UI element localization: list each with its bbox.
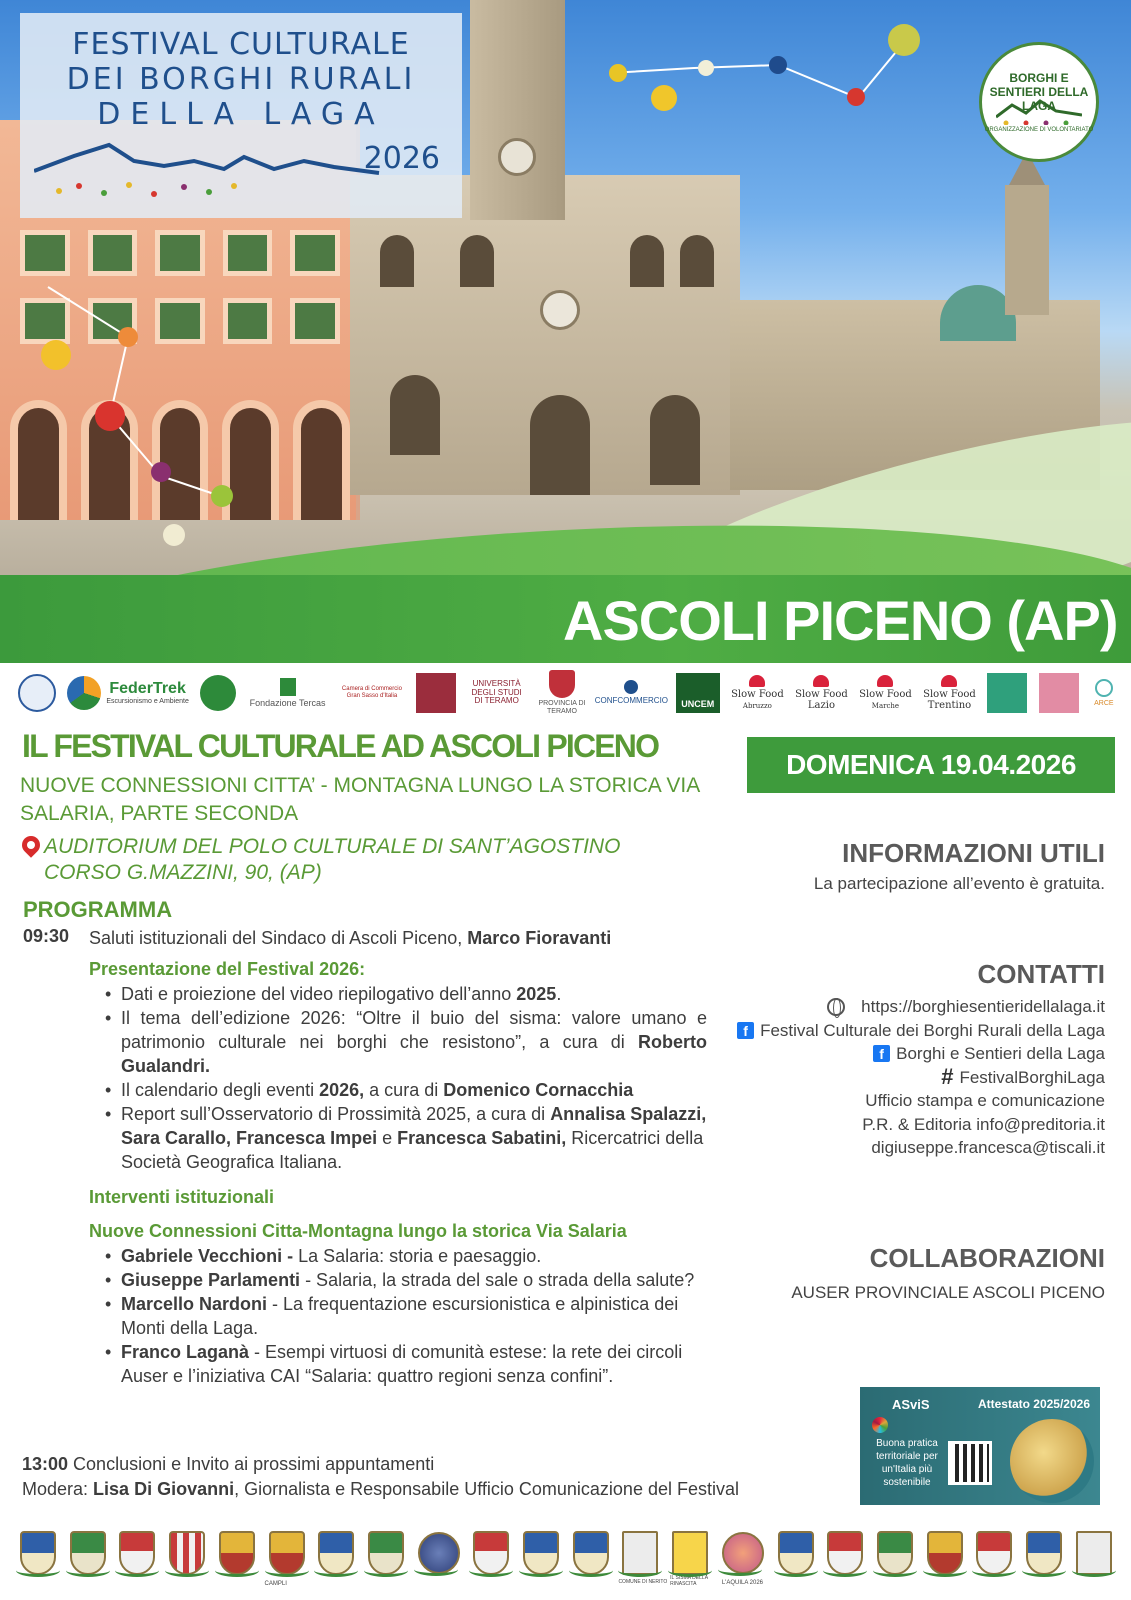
- list-item: [89, 1078, 707, 1102]
- mountains-icon: [34, 131, 394, 211]
- collaborazioni-heading: COLLABORAZIONI: [869, 1243, 1105, 1273]
- crest-icon: [877, 1531, 913, 1575]
- item-bold: 2025: [516, 984, 557, 1004]
- asvis-attestato: Attestato 2025/2026: [977, 1397, 1090, 1411]
- crest-icon: [219, 1531, 255, 1575]
- crest-icon: [1076, 1531, 1112, 1575]
- item-bold: Francesca Sabatini,: [397, 1128, 567, 1148]
- item-text: a cura di: [364, 1080, 444, 1100]
- item-text: Il calendario degli eventi: [121, 1080, 320, 1100]
- slowfood-region: Marche: [871, 702, 900, 710]
- crest-icon: [318, 1531, 354, 1575]
- event-date-badge: DOMENICA 19.04.2026: [747, 737, 1115, 793]
- moderator-role: , Giornalista e Responsabile Ufficio Comunicazione del Festival: [234, 1479, 739, 1499]
- interventi-heading: Interventi istituzionali: [89, 1187, 275, 1207]
- time-1300: 13:00: [22, 1454, 69, 1474]
- org-logo-name: BORGHI E SENTIERI DELLA LAGA: [989, 71, 1089, 113]
- speaker-name: Franco Laganà: [121, 1342, 250, 1362]
- sponsor-logos-row: [18, 668, 1118, 718]
- main-subtitle: NUOVE CONNESSIONI CITTA’ - MONTAGNA LUNGO LA STORICA VIA SALARIA, PARTE SECONDA: [20, 774, 700, 825]
- facebook-icon: f: [737, 1022, 754, 1039]
- sdg-ring-icon: [872, 1417, 888, 1433]
- sindaco-name: Marco Fioravanti: [467, 928, 612, 948]
- snail-icon: [749, 675, 765, 687]
- crest-icon: [169, 1531, 205, 1575]
- crest-icon: [927, 1531, 963, 1575]
- crest-icon: [976, 1531, 1012, 1575]
- hashtag-row: [737, 1066, 1105, 1090]
- fondazione-name: Fondazione Tercas: [249, 697, 326, 708]
- presentazione-list: [89, 982, 707, 1174]
- crest-campli-label: CAMPLI: [264, 1581, 287, 1587]
- item-text: - La frequentazione escursionistica e alpinistica dei Monti della Laga.: [121, 1294, 679, 1338]
- info-heading: INFORMAZIONI UTILI: [842, 838, 1105, 868]
- moderator-name: Lisa Di Giovanni: [93, 1479, 235, 1499]
- crest-icon: [368, 1531, 404, 1575]
- crest-sisma: [670, 1531, 708, 1587]
- conclusioni-text: Conclusioni e Invito ai prossimi appuntamenti: [68, 1454, 435, 1474]
- speaker-name: Gabriele Vecchioni -: [121, 1246, 294, 1266]
- crest-nerito: [618, 1531, 668, 1585]
- contact-email[interactable]: digiuseppe.francesca@tiscali.it: [871, 1138, 1105, 1157]
- federtrek-logo: [67, 676, 188, 710]
- snail-icon: [813, 675, 829, 687]
- conclusioni-line: [22, 1454, 434, 1475]
- festival-title-line2: DEI BORGHI RURALI: [66, 62, 416, 97]
- item-bold: Annalisa Spalazzi, Sara Carallo, Francesca Impei: [121, 1104, 707, 1148]
- festival-title-line1: FESTIVAL CULTURALE: [72, 27, 410, 62]
- hashtag-icon: #: [941, 1064, 954, 1090]
- saluti-text: Saluti istituzionali del Sindaco di Ascoli Piceno,: [89, 928, 468, 948]
- item-text: .: [556, 984, 562, 1004]
- list-item: [89, 1244, 707, 1268]
- crest-sisma-label: IL SISMA DELLA RINASCITA: [670, 1575, 708, 1587]
- provincia-name: PROVINCIA DI TERAMO: [538, 700, 586, 715]
- contact-email-row[interactable]: [737, 1136, 1105, 1160]
- item-text: e: [377, 1128, 398, 1148]
- asvis-buona-pratica: Buona pratica territoriale per un'Italia più sostenibile: [876, 1438, 938, 1488]
- press-email[interactable]: P.R. & Editoria info@preditoria.it: [862, 1114, 1105, 1134]
- slowfood-name: Slow Food: [795, 689, 848, 700]
- facebook-link-borghi[interactable]: Borghi e Sentieri della Laga: [896, 1044, 1105, 1063]
- arce-name: ARCE: [1094, 699, 1114, 707]
- venue-address: [22, 834, 620, 886]
- facebook-link-festival[interactable]: Festival Culturale dei Borghi Rurali della Laga: [760, 1020, 1105, 1040]
- item-bold: Domenico Cornacchia: [443, 1080, 634, 1100]
- city-banner: ASCOLI PICENO (AP): [563, 589, 1118, 652]
- crest-icon: [827, 1531, 863, 1575]
- mountains-icon: [996, 95, 1082, 125]
- saluti-line: [89, 926, 611, 950]
- crest-icon: [473, 1531, 509, 1575]
- facebook-icon: f: [873, 1045, 890, 1062]
- item-text: - Salaria, la strada del sale o strada della salute?: [300, 1270, 695, 1290]
- teal-logo: [987, 673, 1027, 713]
- slowfood-abruzzo-logo: [731, 675, 784, 711]
- hashtag-text: FestivalBorghiLaga: [959, 1067, 1105, 1087]
- crest-nerito-label: COMUNE DI NERITO: [618, 1579, 668, 1585]
- item-bold: Roberto Gualandri.: [121, 1032, 707, 1076]
- moderator-line: [22, 1479, 739, 1500]
- org-logo-subtitle: ORGANIZZAZIONE DI VOLONTARIATO: [984, 127, 1094, 133]
- facebook-row-borghi[interactable]: [737, 1042, 1105, 1066]
- fondazione-logo: [248, 678, 328, 709]
- list-item: [89, 1102, 707, 1174]
- website-link[interactable]: https://borghiesentieridellalaga.it: [861, 997, 1105, 1016]
- universita-name: UNIVERSITÀ DEGLI STUDI DI TERAMO: [471, 678, 522, 706]
- item-text: Report sull’Osservatorio di Prossimità 2025, a cura di: [121, 1104, 551, 1124]
- item-text: Il tema dell’edizione 2026: “Oltre il buio del sisma: valore umano e patrimonio culturale nei borghi che resistono”, a cura di: [121, 1008, 707, 1052]
- parco-logo: [200, 675, 236, 711]
- list-item: [89, 1006, 707, 1078]
- presentazione-heading: Presentazione del Festival 2026:: [89, 959, 366, 979]
- main-heading: IL FESTIVAL CULTURALE AD ASCOLI PICENO: [22, 728, 659, 764]
- federtrek-name: FederTrek: [109, 680, 186, 698]
- list-item: [89, 982, 707, 1006]
- programma-heading: PROGRAMMA: [23, 897, 173, 922]
- snail-icon: [877, 675, 893, 687]
- press-office-row: [737, 1089, 1105, 1113]
- slowfood-name: Slow Food: [923, 689, 976, 700]
- snail-icon: [941, 675, 957, 687]
- moderator-label: Modera:: [22, 1479, 94, 1499]
- arce-logo: [1090, 679, 1118, 708]
- federtrek-subtitle: Escursionismo e Ambiente: [106, 697, 189, 705]
- slowfood-marche-logo: [859, 675, 912, 711]
- qr-code-icon[interactable]: [948, 1441, 992, 1485]
- uncem-logo: UNCEM: [676, 673, 720, 713]
- list-item: [89, 1268, 707, 1292]
- crest-icon: [1026, 1531, 1062, 1575]
- item-text: Ricercatrici della Società Geografica Italiana.: [121, 1128, 704, 1172]
- venue-line2: CORSO G.MAZZINI, 90, (AP): [44, 861, 322, 884]
- universita-crest: [416, 673, 456, 713]
- pink-logo: [1039, 673, 1079, 713]
- confcommercio-name: CONFCOMMERCIO: [594, 696, 669, 706]
- slowfood-lazio-logo: [795, 675, 848, 711]
- crest-aquila-label: L'AQUILA 2026: [721, 1580, 764, 1586]
- festival-year: 2026: [363, 141, 440, 176]
- crest-icon: [70, 1531, 106, 1575]
- festival-title-line3: DELLA LAGA: [97, 97, 385, 132]
- press-email-row[interactable]: [737, 1113, 1105, 1137]
- globe-icon: [827, 998, 845, 1016]
- facebook-row-festival[interactable]: [737, 1019, 1105, 1043]
- municipal-crests-row: [20, 1524, 1112, 1587]
- slowfood-region: Abruzzo: [742, 702, 772, 710]
- slowfood-region: Lazio: [807, 700, 835, 711]
- asvis-name: ASviS: [892, 1397, 930, 1412]
- info-text: La partecipazione all’evento è gratuita.: [813, 874, 1105, 893]
- list-item: [89, 1340, 707, 1388]
- venue-line1: AUDITORIUM DEL POLO CULTURALE DI SANT’AGOSTINO: [44, 835, 621, 858]
- federtrek-icon: [67, 676, 101, 710]
- speaker-name: Marcello Nardoni: [121, 1294, 268, 1314]
- asvis-certificate: [860, 1387, 1100, 1505]
- collaborazioni-text: AUSER PROVINCIALE ASCOLI PICENO: [791, 1283, 1105, 1302]
- item-text: - Esempi virtuosi di comunità estese: la rete dei circoli Auser e l’iniziativa CAI “Salaria: quattro regioni senza confini”.: [121, 1342, 683, 1386]
- connessioni-list: [89, 1244, 707, 1388]
- crest-icon: [778, 1531, 814, 1575]
- camera-commercio-logo: Camera di Commercio Gran Sasso d'Italia: [341, 686, 402, 699]
- crest-campli: [264, 1531, 305, 1587]
- crest-icon: [20, 1531, 56, 1575]
- item-text: La Salaria: storia e paesaggio.: [293, 1246, 542, 1266]
- festival-title-box: [20, 13, 462, 218]
- press-office-label: Ufficio stampa e comunicazione: [865, 1091, 1105, 1110]
- crest-aquila: [721, 1532, 764, 1586]
- contatti-heading: CONTATTI: [977, 959, 1105, 989]
- crest-icon: [418, 1532, 460, 1574]
- crest-icon: [573, 1531, 609, 1575]
- list-item: [89, 1292, 707, 1340]
- slowfood-trentino-logo: [923, 675, 976, 711]
- website-row[interactable]: [737, 995, 1105, 1019]
- slowfood-name: Slow Food: [859, 689, 912, 700]
- time-0930: 09:30: [23, 926, 70, 946]
- crest-icon: [119, 1531, 155, 1575]
- item-text: Dati e proiezione del video riepilogativo dell’anno: [121, 984, 517, 1004]
- slowfood-region: Trentino: [927, 700, 972, 711]
- seal-logo: [18, 674, 56, 712]
- slowfood-name: Slow Food: [731, 689, 784, 700]
- item-bold: 2026,: [319, 1080, 365, 1100]
- crest-icon: [523, 1531, 559, 1575]
- globe-map-icon: [1010, 1419, 1094, 1503]
- organization-logo: [979, 42, 1099, 162]
- provincia-logo: [537, 670, 587, 715]
- connessioni-heading: Nuove Connessioni Citta-Montagna lungo la storica Via Salaria: [89, 1221, 627, 1241]
- speaker-name: Giuseppe Parlamenti: [121, 1270, 301, 1290]
- contact-list: [737, 995, 1105, 1160]
- confcommercio-logo: [594, 680, 669, 706]
